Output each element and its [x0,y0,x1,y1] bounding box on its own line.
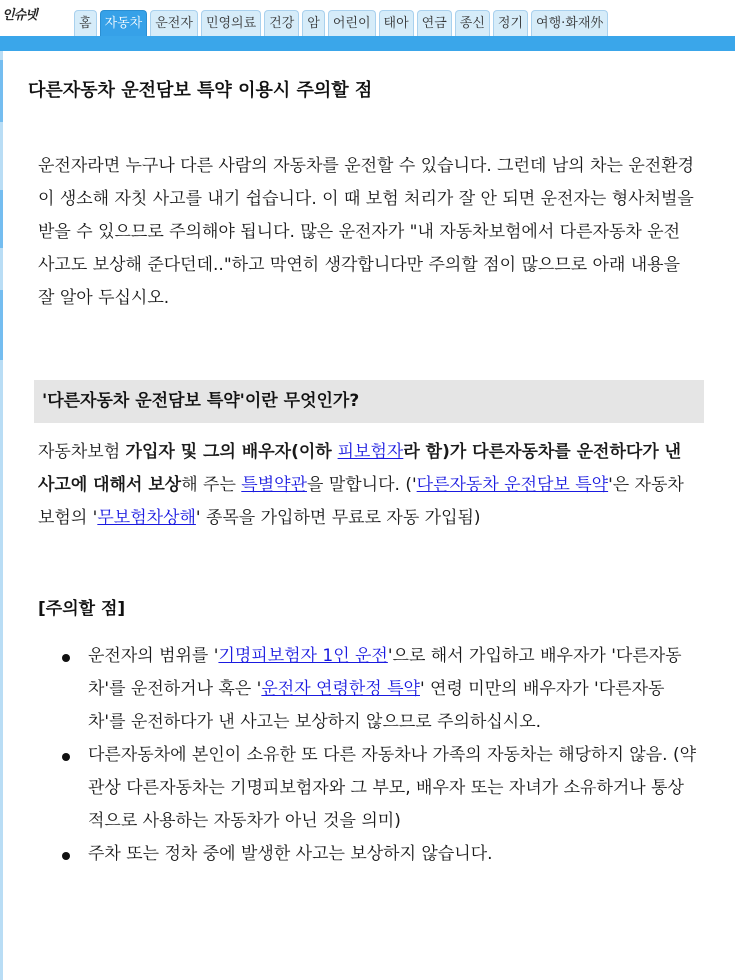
left-edge-mark [0,290,3,360]
top-navigation-bar [0,0,735,36]
single-named-driver-link[interactable]: 기명피보험자 1인 운전 [218,646,388,666]
driver-age-limit-link[interactable]: 운전자 연령한정 특약 [261,679,420,699]
site-logo[interactable]: 인슈넷 [2,8,37,23]
tab-pension[interactable]: 연금 [417,10,452,36]
list-item [62,739,698,838]
bullet-icon [62,654,70,662]
definition-text: 자동차보험 [38,442,126,462]
tab-cancer[interactable]: 암 [302,10,325,36]
list-item-text: 운전자의 범위를 ' [88,646,219,666]
caution-heading: [주의할 점] [38,599,126,619]
left-edge-mark [0,60,3,122]
left-edge-mark [0,190,3,248]
tab-fetus[interactable]: 태아 [379,10,414,36]
other-car-rider-link[interactable]: 다른자동차 운전담보 특약 [416,475,609,495]
special-terms-link[interactable]: 특별약관 [241,475,307,495]
definition-text: 을 말합니다. (' [307,475,417,495]
definition-text: '은 자동차보험의 ' [38,475,684,528]
page-title: 다른자동차 운전담보 특약 이용시 주의할 점 [28,80,373,101]
list-item-text: ' 연령 미만의 배우자가 '다른자동차'를 운전하다가 낸 사고는 보상하지 않으므로 주의하십시오. [88,679,665,732]
bullet-icon [62,753,70,761]
list-item-text: 다른자동차에 본인이 소유한 또 다른 자동차나 가족의 자동차는 해당하지 않음. (약관상 다른자동차는 기명피보험자와 그 부모, 배우자 또는 자녀가 소유하거나 통상적으로 사용하는 자동차가 아닌 것을 의미) [88,745,696,831]
definition-bold-text: 라 함)가 다른자동차를 운전하다가 낸 사고에 대해서 보상 [38,442,682,495]
definition-text: 해 주는 [181,475,242,495]
caution-list [62,640,698,871]
list-item [62,640,698,739]
tab-home[interactable]: 홈 [74,10,97,36]
tab-whole-life[interactable]: 종신 [455,10,490,36]
intro-paragraph: 운전자라면 누구나 다른 사람의 자동차를 운전할 수 있습니다. 그런데 남의 차는 운전환경이 생소해 자칫 사고를 내기 쉽습니다. 이 때 보험 처리가 잘 안 되면 운전자는 형사처벌을 받을 수 있으므로 주의해야 됩니다. 많은 운전자가 "내 자동차보험에서 다른자동차 운전 사고도 보상해 준다던데.."하고 막연히 생각합니다만 주의할 점이 많으므로 아래 내용을 잘 알아 두십시오. [38,156,695,308]
section-heading: '다른자동차 운전담보 특약'이란 무엇인가? [34,380,704,423]
tab-term[interactable]: 정기 [493,10,528,36]
bullet-icon [62,852,70,860]
tab-children[interactable]: 어린이 [328,10,376,36]
list-item [62,838,698,871]
definition-text: ' 종목을 가입하면 무료로 자동 가입됨) [195,508,481,528]
header-divider [0,36,735,51]
definition-paragraph [38,436,698,535]
tab-auto[interactable]: 자동차 [100,10,148,36]
insured-person-link[interactable]: 피보험자 [337,442,404,462]
list-item-text: 주차 또는 정차 중에 발생한 사고는 보상하지 않습니다. [88,844,493,864]
list-item-text: '으로 해서 가입하고 배우자가 '다른자동차'를 운전하거나 혹은 ' [88,646,682,699]
tab-health[interactable]: 건강 [264,10,299,36]
category-tabs [74,10,608,36]
definition-bold-text: 가입자 및 그의 배우자(이하 [125,442,338,462]
uninsured-vehicle-injury-link[interactable]: 무보험차상해 [97,508,196,528]
tab-private-medical[interactable]: 민영의료 [201,10,261,36]
tab-travel-fire[interactable]: 여행·화재外 [531,10,608,36]
tab-driver[interactable]: 운전자 [150,10,198,36]
